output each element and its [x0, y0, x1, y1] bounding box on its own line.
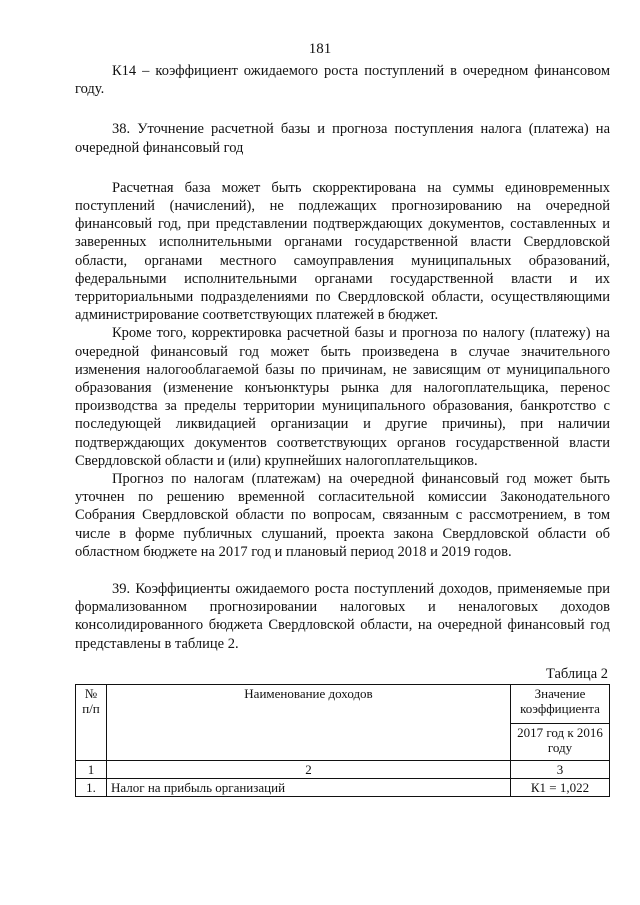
header-period: 2017 год к 2016 году: [511, 723, 610, 760]
row-coefficient: К1 = 1,022: [511, 778, 610, 796]
row-number: 1.: [76, 778, 107, 796]
row-income-name: Налог на прибыль организаций: [107, 778, 511, 796]
section-38-paragraph-2: Кроме того, корректировка расчетной базы и прогноза по налогу (платежу) на очередной финансовый год может быть произведена в случае значительного изменения налогооблагаемой базы по причинам, не зависящим от муниципального образования (изменение конъюнктуры рынка для налогоплательщика, перенос производства за пределы территории муниципального образования, банкротство с последующей ликвидацией организации и другие причины), при наличии подтверждающих документов соответствующих органов государственной власти Свердловской области и (или) крупнейших налогоплательщиков.: [75, 325, 610, 469]
table-numbering-row: [76, 760, 610, 778]
section-38-heading: 38. Уточнение расчетной базы и прогноза поступления налога (платежа) на очередной финансовый год: [75, 121, 610, 156]
page-number: 181: [308, 41, 332, 57]
income-coefficients-table: [75, 684, 610, 797]
numbering-cell-3: 3: [511, 760, 610, 778]
header-income-name: Наименование доходов: [107, 684, 511, 760]
k14-definition: К14 – коэффициент ожидаемого роста поступлений в очередном финансовом году.: [75, 63, 610, 98]
document-body: [75, 62, 610, 797]
table-row: [76, 778, 610, 796]
section-38-paragraph-1: Расчетная база может быть скорректирована на суммы единовременных поступлений (начислений), не подлежащих прогнозированию на очередной финансовый год, при представлении подтверждающих документов, составленных и заверенных исполнительными органами государственной власти Свердловской области, органами местного самоуправления муниципальных образований, федеральными исполнительными органами государственной власти и их территориальными подразделениями по Свердловской области, осуществляющими администрирование соответствующих платежей в бюджет.: [75, 179, 610, 324]
table-caption: Таблица 2: [545, 665, 608, 682]
numbering-cell-2: 2: [107, 760, 511, 778]
numbering-cell-1: 1: [76, 760, 107, 778]
header-coefficient-value: Значение коэффициента: [511, 684, 610, 723]
section-39-paragraph-1: 39. Коэффициенты ожидаемого роста поступлений доходов, применяемые при формализованном прогнозировании налоговых и неналоговых доходов консолидированного бюджета Свердловской области, на очередной финансовый год представлены в таблице 2.: [75, 581, 610, 652]
section-38-paragraph-3: Прогноз по налогам (платежам) на очередной финансовый год может быть уточнен по решению временной согласительной комиссии Законодательного Собрания Свердловской области по вопросам, связанным с рассмотрением, в том числе в форме публичных слушаний, проекта закона Свердловской области об областном бюджете на 2017 год и плановый период 2018 и 2019 годов.: [75, 471, 610, 560]
table-header-row: [76, 684, 610, 723]
header-number: № п/п: [76, 684, 107, 760]
